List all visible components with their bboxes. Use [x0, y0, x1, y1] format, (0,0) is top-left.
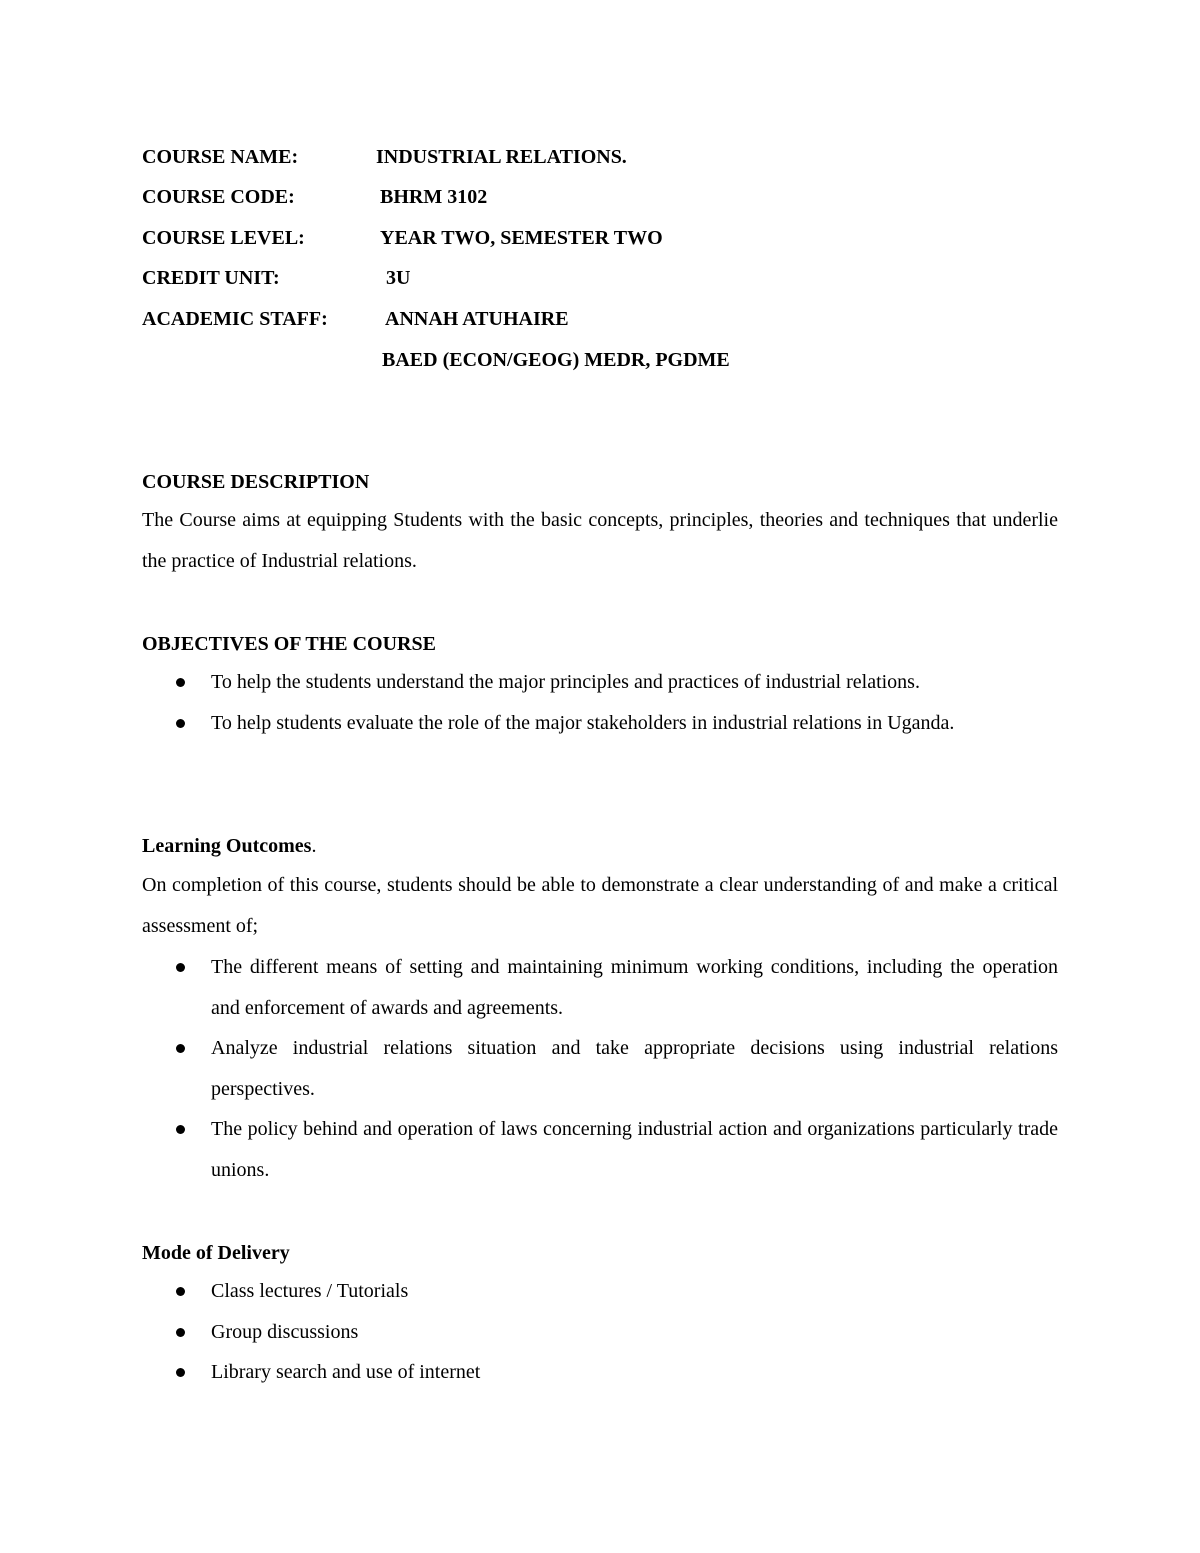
- course-level-label: COURSE LEVEL:: [142, 227, 305, 249]
- credit-unit-value: 3U: [386, 267, 411, 289]
- mode-of-delivery-heading: Mode of Delivery: [142, 1242, 290, 1264]
- bullet-icon: [176, 1328, 185, 1337]
- delivery-text: Group discussions: [211, 1321, 359, 1343]
- academic-staff-label: ACADEMIC STAFF:: [142, 308, 328, 330]
- bullet-icon: [176, 1368, 185, 1377]
- objectives-heading: OBJECTIVES OF THE COURSE: [142, 633, 436, 655]
- course-name-value: INDUSTRIAL RELATIONS.: [376, 146, 627, 168]
- objective-text: To help students evaluate the role of the major stakeholders in industrial relations in Uganda.: [211, 712, 955, 734]
- bullet-icon: [176, 1044, 185, 1053]
- objective-text: To help the students understand the major principles and practices of industrial relations.: [211, 671, 920, 693]
- outcome-text: The different means of setting and maintaining minimum working conditions, including the operation and enforcement of awards and agreements.: [211, 956, 1058, 1019]
- course-code-value: BHRM 3102: [380, 186, 488, 208]
- bullet-icon: [176, 1287, 185, 1296]
- delivery-text: Library search and use of internet: [211, 1361, 481, 1383]
- outcome-text: The policy behind and operation of laws concerning industrial action and organizations particularly trade unions.: [211, 1118, 1058, 1181]
- staff-qualifications: BAED (ECON/GEOG) MEDR, PGDME: [382, 349, 730, 371]
- course-name-label: COURSE NAME:: [142, 146, 299, 168]
- delivery-text: Class lectures / Tutorials: [211, 1280, 409, 1302]
- learning-outcomes-intro: On completion of this course, students should be able to demonstrate a clear understanding of and make a critical assessment of;: [142, 874, 1058, 937]
- bullet-icon: [176, 1125, 185, 1134]
- outcome-text: Analyze industrial relations situation and take appropriate decisions using industrial relations perspectives.: [211, 1037, 1058, 1100]
- course-code-label: COURSE CODE:: [142, 186, 295, 208]
- course-description-text: The Course aims at equipping Students with the basic concepts, principles, theories and techniques that underlie the practice of Industrial relations.: [142, 509, 1058, 572]
- academic-staff-name: ANNAH ATUHAIRE: [385, 308, 569, 330]
- course-level-value: YEAR TWO, SEMESTER TWO: [380, 227, 663, 249]
- credit-unit-label: CREDIT UNIT:: [142, 267, 280, 289]
- bullet-icon: [176, 963, 185, 972]
- learning-outcomes-title: Learning Outcomes: [142, 835, 312, 857]
- learning-outcomes-heading: [142, 834, 316, 858]
- bullet-icon: [176, 719, 185, 728]
- course-description-heading: COURSE DESCRIPTION: [142, 471, 370, 493]
- learning-outcomes-period: .: [311, 835, 317, 857]
- bullet-icon: [176, 678, 185, 687]
